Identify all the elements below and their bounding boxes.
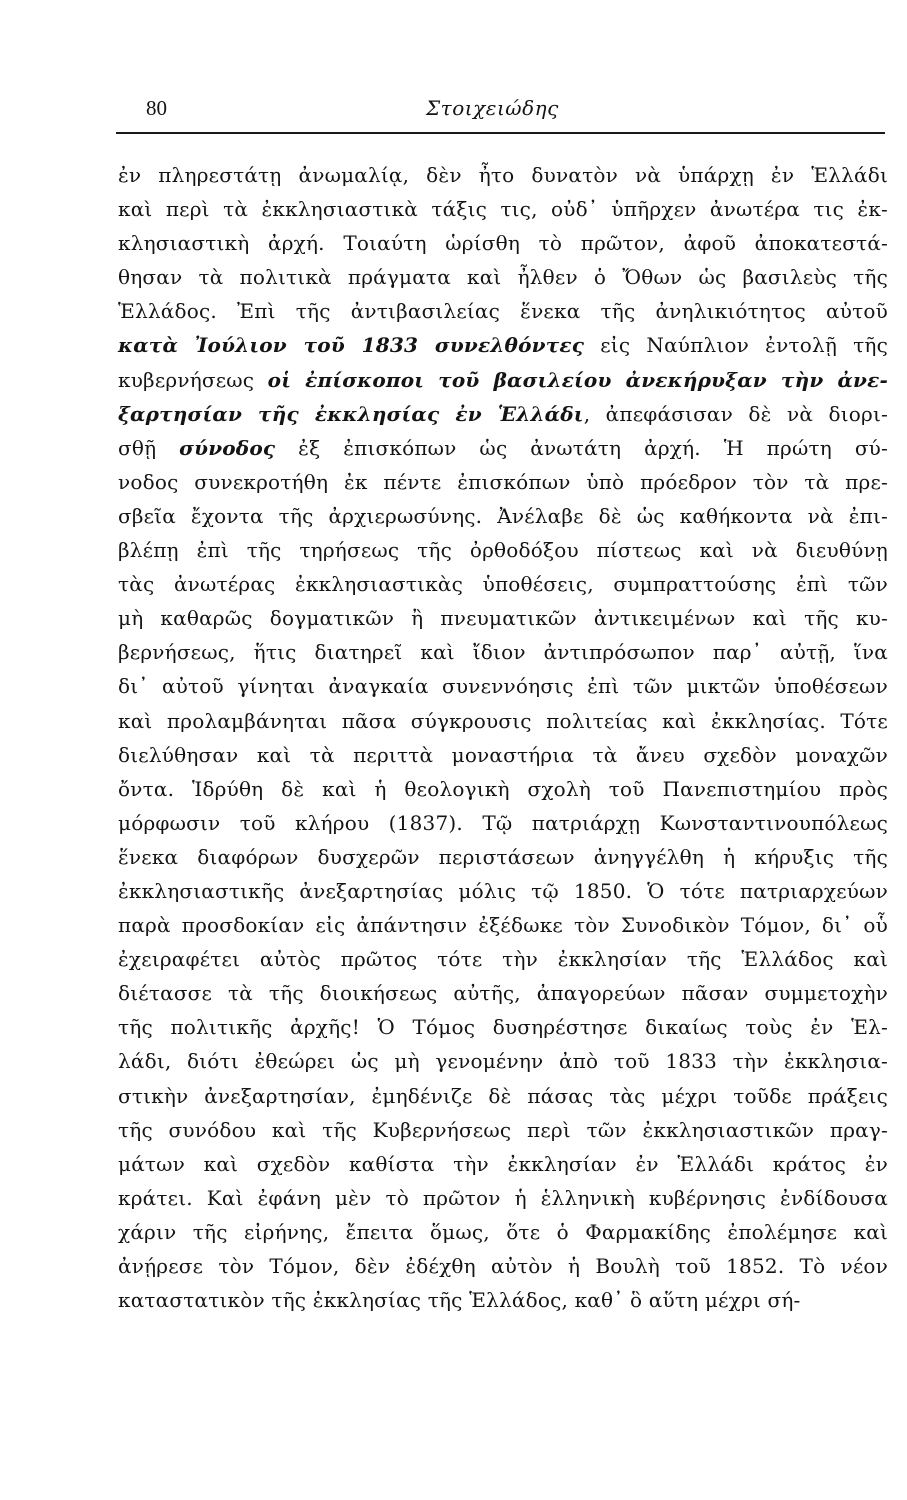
- text-line: [118, 294, 888, 328]
- text-run: καὶ προλαμβάνηται πᾶσα σύγκρουσις πολιτείας καὶ ἐκκλησίας. Τότε: [118, 708, 888, 733]
- text-run: καὶ περὶ τὰ ἐκκλησιαστικὰ τάξις τις, οὐδ᾽ ὑπῆρχεν ἀνωτέρα τις ἐκ-: [118, 197, 888, 222]
- text-line: [118, 738, 888, 772]
- text-run: ὄντα. Ἱδρύθη δὲ καὶ ἡ θεολογικὴ σχολὴ τοῦ Πανεπιστημίου πρὸς: [118, 776, 888, 801]
- text-line: [118, 397, 888, 431]
- emphasized-text: ξαρτησίαν τῆς ἐκκλησίας ἐν Ἑλλάδι: [118, 401, 584, 426]
- running-head: [0, 96, 907, 126]
- body-text: [118, 158, 888, 1317]
- text-line: [118, 260, 888, 294]
- text-run: διελύθησαν καὶ τὰ περιττὰ μοναστήρια τὰ ἄνευ σχεδὸν μοναχῶν: [118, 742, 888, 767]
- text-line: [118, 567, 888, 601]
- text-line: [118, 226, 888, 260]
- text-line: [118, 1283, 888, 1317]
- text-run: χάριν τῆς εἰρήνης, ἔπειτα ὅμως, ὅτε ὁ Φαρμακίδης ἐπολέμησε καὶ: [118, 1219, 888, 1244]
- text-run: ἐξ ἐπισκόπων ὡς ἀνωτάτη ἀρχή. Ἡ πρώτη σύ-: [275, 435, 888, 460]
- text-run: εἰς Ναύπλιον ἐντολῇ τῆς: [584, 333, 889, 358]
- text-line: [118, 806, 888, 840]
- text-run: ἐχειραφέτει αὐτὸς πρῶτος τότε τὴν ἐκκλησίαν τῆς Ἑλλάδος καὶ: [118, 947, 888, 972]
- text-line: [118, 431, 888, 465]
- emphasized-text: σύνοδος: [179, 435, 276, 460]
- text-line: [118, 1249, 888, 1283]
- text-run: βερνήσεως, ἥτις διατηρεῖ καὶ ἴδιον ἀντιπρόσωπον παρ᾽ αὐτῇ, ἵνα: [118, 640, 888, 665]
- text-line: [118, 363, 888, 397]
- text-line: [118, 942, 888, 976]
- text-run: σθῇ: [118, 435, 180, 460]
- header-rule: [116, 132, 885, 134]
- text-run: τῆς πολιτικῆς ἀρχῆς! Ὁ Τόμος δυσηρέστησε δικαίως τοὺς ἐν Ἑλ-: [118, 1015, 888, 1040]
- text-run: μάτων καὶ σχεδὸν καθίστα τὴν ἐκκλησίαν ἐν Ἑλλάδι κράτος ἐν: [118, 1151, 888, 1176]
- text-line: [118, 1113, 888, 1147]
- text-line: [118, 533, 888, 567]
- text-run: καταστατικὸν τῆς ἐκκλησίας τῆς Ἑλλάδος, καθ᾽ ὃ αὕτη μέχρι σή-: [118, 1288, 801, 1313]
- text-line: [118, 499, 888, 533]
- text-run: Ἑλλάδος. Ἐπὶ τῆς ἀντιβασιλείας ἕνεκα τῆς ἀνηλικιότητος αὐτοῦ: [118, 299, 888, 324]
- text-line: [118, 840, 888, 874]
- text-run: ἕνεκα διαφόρων δυσχερῶν περιστάσεων ἀνηγγέλθη ἡ κήρυξις τῆς: [118, 844, 888, 869]
- text-run: κλησιαστικὴ ἀρχή. Τοιαύτη ὡρίσθη τὸ πρῶτον, ἀφοῦ ἀποκατεστά-: [118, 231, 888, 256]
- text-run: μὴ καθαρῶς δογματικῶν ἢ πνευματικῶν ἀντικειμένων καὶ τῆς κυ-: [118, 606, 888, 631]
- text-run: μόρφωσιν τοῦ κλήρου (1837). Τῷ πατριάρχῃ Κωνσταντινουπόλεως: [118, 810, 888, 835]
- text-line: [118, 1079, 888, 1113]
- text-line: [118, 908, 888, 942]
- text-run: βλέπῃ ἐπὶ τῆς τηρήσεως τῆς ὀρθοδόξου πίστεως καὶ νὰ διευθύνῃ: [118, 538, 888, 563]
- text-line: [118, 635, 888, 669]
- text-run: τὰς ἀνωτέρας ἐκκλησιαστικὰς ὑποθέσεις, συμπραττούσης ἐπὶ τῶν: [118, 572, 888, 597]
- text-run: , ἀπεφάσισαν δὲ νὰ διορι-: [583, 401, 888, 426]
- text-run: παρὰ προσδοκίαν εἰς ἀπάντησιν ἐξέδωκε τὸν Συνοδικὸν Τόμον, δι᾽ οὗ: [118, 913, 888, 938]
- running-title: Στοιχειώδης: [426, 96, 559, 120]
- text-line: [118, 601, 888, 635]
- text-line: [118, 669, 888, 703]
- text-run: θησαν τὰ πολιτικὰ πράγματα καὶ ἦλθεν ὁ Ὄθων ὡς βασιλεὺς τῆς: [118, 265, 888, 290]
- text-run: κυβερνήσεως: [118, 367, 268, 392]
- text-line: [118, 1044, 888, 1078]
- text-run: διέτασσε τὰ τῆς διοικήσεως αὐτῆς, ἀπαγορεύων πᾶσαν συμμετοχὴν: [118, 981, 888, 1006]
- text-run: ἐκκλησιαστικῆς ἀνεξαρτησίας μόλις τῷ 1850. Ὁ τότε πατριαρχεύων: [118, 878, 888, 903]
- text-line: [118, 465, 888, 499]
- text-line: [118, 772, 888, 806]
- text-run: τῆς συνόδου καὶ τῆς Κυβερνήσεως περὶ τῶν ἐκκλησιαστικῶν πραγ-: [118, 1117, 888, 1142]
- text-run: κράτει. Καὶ ἐφάνη μὲν τὸ πρῶτον ἡ ἑλληνικὴ κυβέρνησις ἐνδίδουσα: [118, 1185, 888, 1210]
- text-line: [118, 704, 888, 738]
- text-line: [118, 976, 888, 1010]
- text-run: δι᾽ αὐτοῦ γίνηται ἀναγκαία συνεννόησις ἐπὶ τῶν μικτῶν ὑποθέσεων: [118, 674, 888, 699]
- text-run: σβεῖα ἔχοντα τῆς ἀρχιερωσύνης. Ἀνέλαβε δὲ ὡς καθήκοντα νὰ ἐπι-: [118, 503, 888, 528]
- text-line: [118, 158, 888, 192]
- text-line: [118, 1215, 888, 1249]
- text-run: λάδι, διότι ἐθεώρει ὡς μὴ γενομένην ἀπὸ τοῦ 1833 τὴν ἐκκλησια-: [118, 1049, 888, 1074]
- emphasized-text: οἱ ἐπίσκοποι τοῦ βασιλείου ἀνεκήρυξαν τὴν ἀνε-: [267, 367, 888, 392]
- text-line: [118, 1181, 888, 1215]
- text-run: στικὴν ἀνεξαρτησίαν, ἐμηδένιζε δὲ πάσας τὰς μέχρι τοῦδε πράξεις: [118, 1083, 888, 1108]
- text-run: ἀνῄρεσε τὸν Τόμον, δὲν ἐδέχθη αὐτὸν ἡ Βουλὴ τοῦ 1852. Τὸ νέον: [118, 1254, 888, 1278]
- text-line: [118, 1147, 888, 1181]
- text-line: [118, 328, 888, 362]
- text-line: [118, 1010, 888, 1044]
- page-number: 80: [146, 96, 167, 120]
- emphasized-text: κατὰ Ἰούλιον τοῦ 1833 συνελθόντες: [118, 333, 585, 358]
- text-line: [118, 192, 888, 226]
- text-line: [118, 874, 888, 908]
- text-run: νοδος συνεκροτήθη ἐκ πέντε ἐπισκόπων ὑπὸ πρόεδρον τὸν τὰ πρε-: [118, 469, 888, 494]
- text-run: ἐν πληρεστάτῃ ἀνωμαλίᾳ, δὲν ἦτο δυνατὸν νὰ ὑπάρχῃ ἐν Ἑλλάδι: [118, 163, 888, 187]
